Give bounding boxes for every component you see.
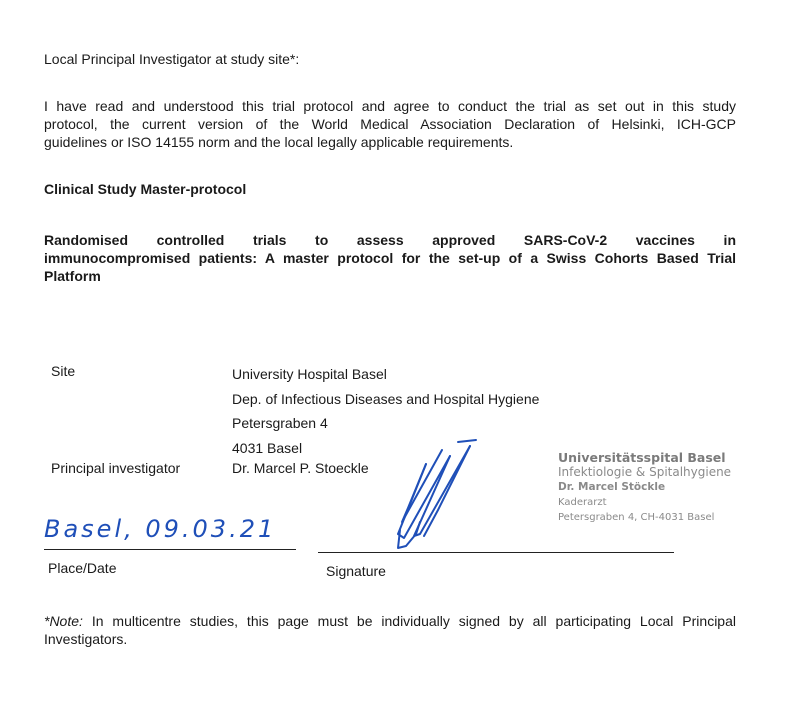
footnote-prefix: *Note: [44,613,83,629]
institution-stamp [558,450,731,525]
place-date-label: Place/Date [48,560,117,576]
handwritten-place-date: Basel, 09.03.21 [44,515,277,543]
stamp-line-3: Dr. Marcel Stöckle [558,481,666,493]
protocol-title [44,231,736,285]
statement-line-1: I have read and understood this trial protocol and agree to conduct the trial as set out in this study [44,98,736,114]
protocol-title-line-1: Randomised controlled trials to assess approved SARS-CoV-2 vaccines in [44,232,736,248]
investigator-statement [44,97,736,151]
stamp-line-1: Universitätsspital Basel [558,450,726,465]
site-label: Site [51,363,76,379]
stamp-line-2: Infektiologie & Spitalhygiene [558,465,732,479]
place-date-underline [44,549,296,550]
footnote-text-1: In multicentre studies, this page must be individually signed by all participating Local Principal [82,613,736,629]
principal-investigator-label: Principal investigator [51,460,181,476]
site-line-1: University Hospital Basel [232,366,387,382]
protocol-title-line-3: Platform [44,268,101,284]
signature-label: Signature [326,563,386,579]
footnote [44,612,736,648]
footnote-line-1 [44,612,736,630]
handwritten-signature [380,438,490,553]
stamp-line-4: Kaderarzt [558,497,607,508]
site-line-2: Dep. of Infectious Diseases and Hospital Hygiene [232,390,540,407]
statement-line-3: guidelines or ISO 14155 norm and the local legally applicable requirements. [44,134,514,150]
local-pi-label: Local Principal Investigator at study site*: [44,51,300,67]
signature-underline [318,552,674,553]
site-line-4: 4031 Basel [232,439,303,456]
stamp-line-5: Petersgraben 4, CH-4031 Basel [558,512,715,523]
protocol-label: Clinical Study Master-protocol [44,181,247,197]
principal-investigator-name: Dr. Marcel P. Stoeckle [232,460,369,476]
statement-line-2: protocol, the current version of the World Medical Association Declaration of Helsinki, ICH-GCP [44,116,736,132]
site-line-3: Petersgraben 4 [232,415,328,431]
footnote-line-2: Investigators. [44,631,128,647]
protocol-title-line-2: immunocompromised patients: A master protocol for the set-up of a Swiss Cohorts Based Trial [44,250,736,266]
